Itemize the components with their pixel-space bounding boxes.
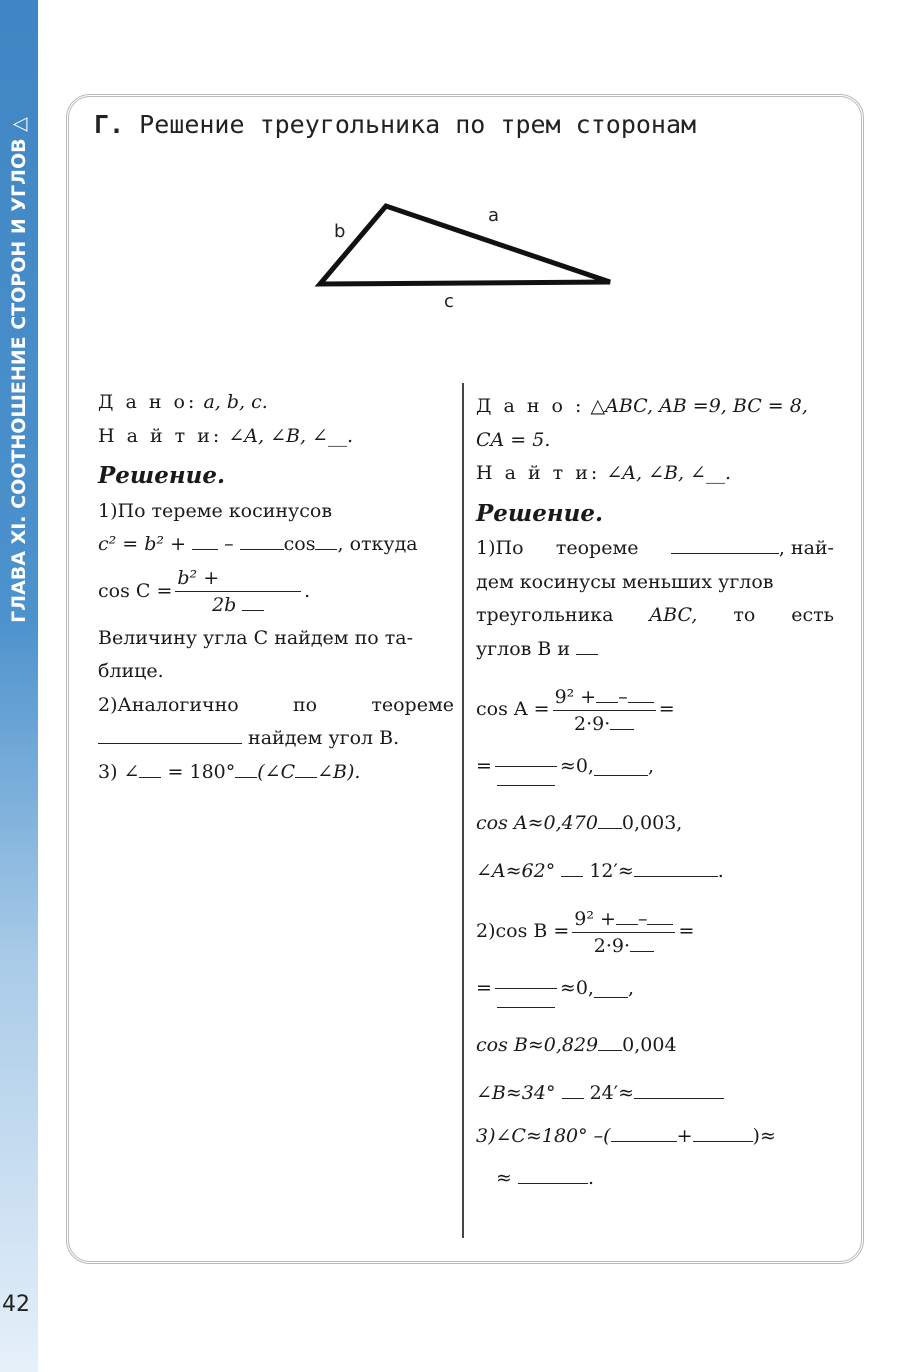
right-find: Н а й т и: ∠A, ∠B, ∠__. bbox=[476, 462, 731, 484]
cos-c-fraction: $\frac{\text{b² +}}{2b}$ bbox=[175, 565, 301, 618]
left-solution-heading: Решение. bbox=[98, 462, 226, 489]
right-cos-a-approx: cos A≈0,470 0,003, bbox=[476, 812, 683, 834]
left-step2: 2)Аналогично по теореме bbox=[98, 693, 454, 716]
right-given-2: CA = 5. bbox=[476, 428, 551, 451]
left-angle-c-text-2: блице. bbox=[98, 660, 164, 682]
column-divider bbox=[462, 383, 464, 1238]
right-step1-line3: треугольника ABC, то есть bbox=[476, 604, 834, 626]
chapter-title: ГЛАВА XI. СООТНОШЕНИЕ СТОРОН И УГЛОВ △ bbox=[8, 117, 30, 623]
left-column bbox=[98, 386, 454, 789]
left-step1-formula: c² = b² + – cos , откуда bbox=[98, 533, 418, 555]
triangle-label-c: c bbox=[444, 291, 454, 312]
left-step2-tail: найдем угол B. bbox=[98, 722, 454, 756]
triangle-label-b: b bbox=[334, 221, 346, 242]
right-solution-heading: Решение. bbox=[476, 499, 604, 527]
right-column bbox=[476, 390, 834, 1195]
right-step1-line2: дем косинусы меньших углов bbox=[476, 570, 774, 593]
left-cos-c-formula: cos C = $\frac{\text{b² +}}{2b}$ . bbox=[98, 567, 311, 616]
left-find: Н а й т и: ∠A, ∠B, ∠__. bbox=[98, 424, 353, 447]
left-given: Д а н о: a, b, c. bbox=[98, 391, 268, 413]
section-title-text: Решение треугольника по трем сторонам bbox=[139, 110, 697, 139]
left-step3: 3) ∠ = 180° (∠C ∠B). bbox=[98, 760, 361, 783]
right-angle-b: ∠B≈34° 24′≈ bbox=[476, 1077, 834, 1111]
cos-b-fraction: $\frac{\text{9² + –}}{2\cdot 9\cdot}$ bbox=[572, 906, 675, 959]
right-cos-b-value: = ≈0, , bbox=[476, 962, 834, 1015]
right-cos-b-formula: 2)cos B = $\frac{\text{9² + –}}{2\cdot 9\cdot}$ = bbox=[476, 907, 695, 957]
section-letter: Г. bbox=[94, 110, 125, 139]
right-step1-line4: углов B и bbox=[476, 633, 834, 667]
right-cos-a-value: = ≈0, , bbox=[476, 740, 834, 793]
right-step3-result: ≈ . bbox=[496, 1166, 595, 1189]
right-cos-a-formula: cos A = $\frac{\text{9² + –}}{2\cdot 9\cdot}$ = bbox=[476, 685, 675, 735]
section-title bbox=[94, 110, 696, 139]
chapter-sidebar bbox=[0, 0, 38, 1372]
right-cos-b-approx: cos B≈0,829 0,004 bbox=[476, 1034, 677, 1056]
cos-a-fraction: $\frac{\text{9² + –}}{2\cdot 9\cdot}$ bbox=[553, 684, 656, 737]
left-step1-intro: 1)По тереме косинусов bbox=[98, 499, 333, 522]
right-angle-a: ∠A≈62° 12′≈ . bbox=[476, 859, 724, 882]
right-step3: 3)∠C≈180° –( + )≈ bbox=[476, 1125, 776, 1147]
triangle-shape bbox=[320, 206, 610, 284]
right-step1: 1)По теореме , най- bbox=[476, 537, 834, 559]
triangle-label-a: a bbox=[488, 205, 500, 226]
right-given: Д а н о : △ABC, AB =9, BC = 8, bbox=[476, 395, 808, 417]
page-number: 42 bbox=[2, 1292, 30, 1317]
triangle-figure bbox=[300, 190, 640, 320]
left-angle-c-text: Величину угла C найдем по та- bbox=[98, 626, 414, 649]
